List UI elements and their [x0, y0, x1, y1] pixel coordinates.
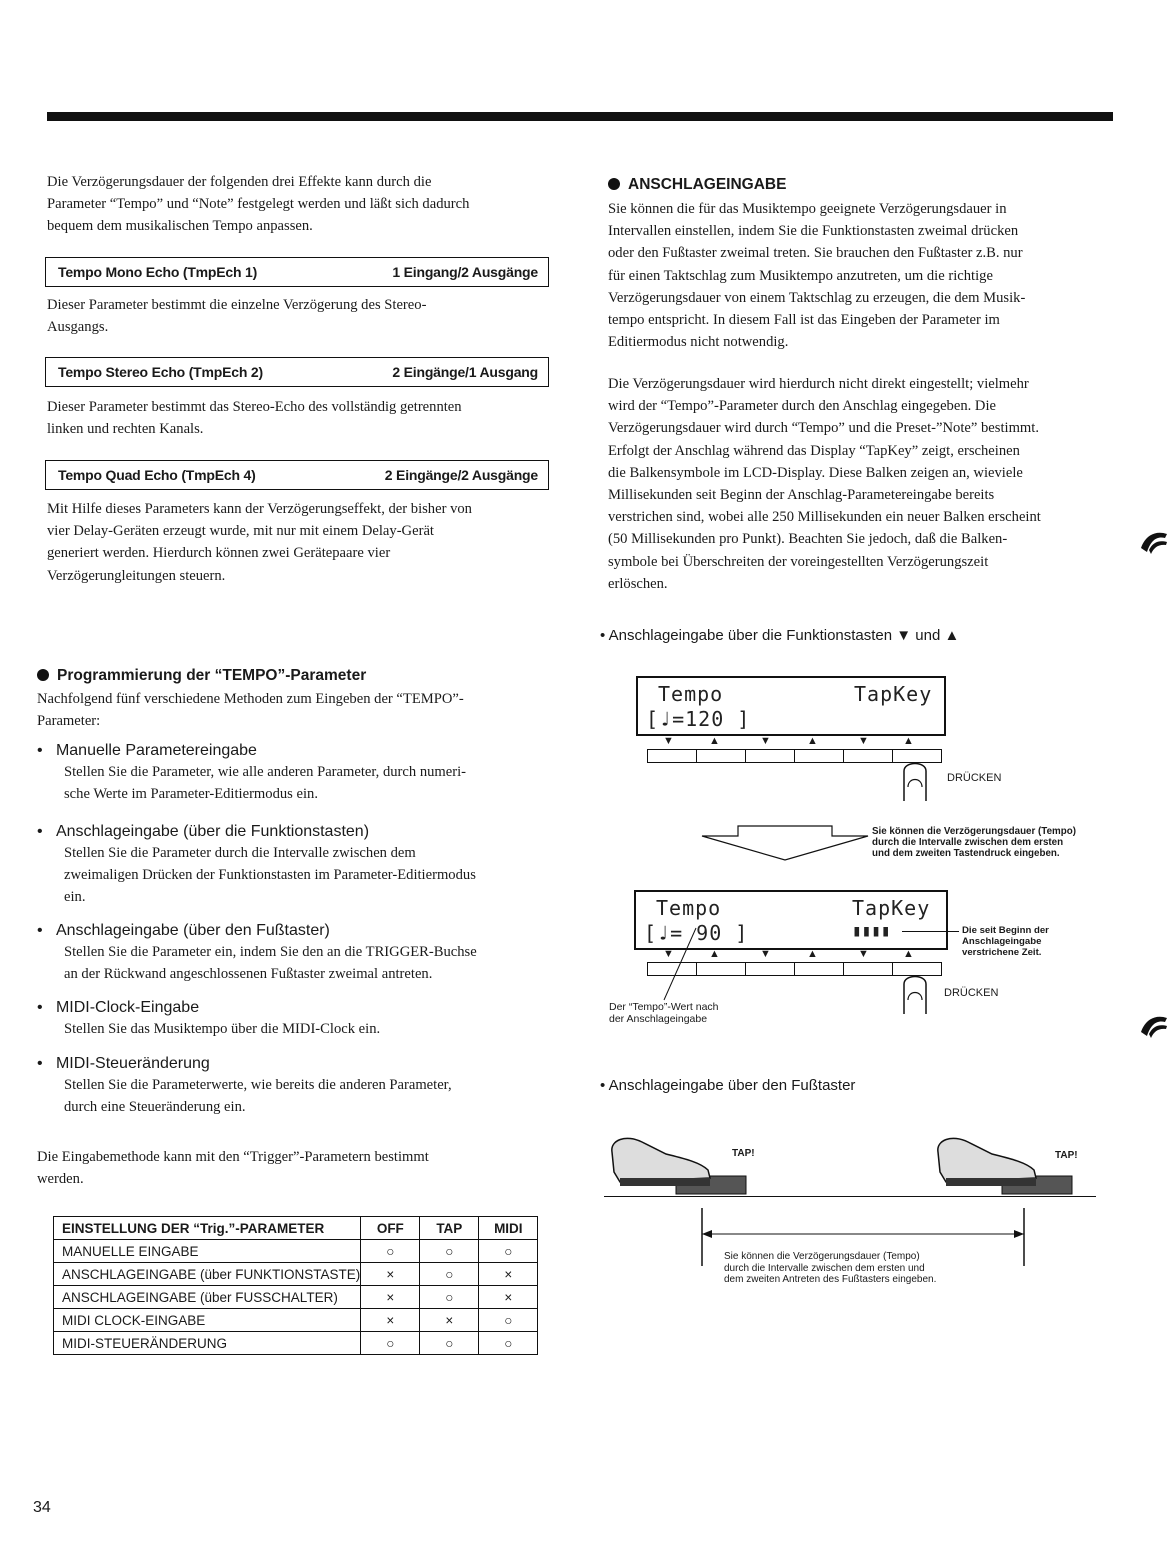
function-key-arrows [663, 735, 923, 749]
lcd-display-before [636, 676, 946, 736]
method-text: Stellen Sie die Parameter ein, indem Sie den an die TRIGGER-Buchse an der Rückwand angeschlossenen Fußtaster zweimal antreten. [64, 944, 477, 983]
table-row: MIDI-STEUERÄNDERUNG ○ ○ ○ [54, 1332, 538, 1355]
prog-intro [37, 688, 567, 732]
text-line: Parameter “Tempo” und “Note” festgelegt werden und läßt sich dadurch [47, 196, 470, 213]
arrow-up-icon: ▲ [709, 735, 720, 747]
text-line: Die Verzögerungsdauer der folgenden drei Effekte kann durch die [47, 174, 432, 190]
arrow-up-icon: ▲ [807, 948, 818, 960]
text-line: Parameter: [37, 713, 101, 730]
method-midi-clock [37, 999, 567, 1040]
intro-paragraph [47, 171, 567, 238]
prog-heading [37, 667, 366, 685]
param-io: 2 Eingänge/2 Ausgänge [384, 467, 538, 483]
foot-on-pedal-icon [932, 1132, 1074, 1196]
param-desc-tmpech1 [47, 294, 567, 338]
function-key[interactable] [746, 963, 795, 975]
method-manual [37, 742, 567, 805]
tempo-note: Der “Tempo”-Wert nach der Anschlageingabe [609, 1001, 719, 1025]
text-line: Verzögerungleitungen steuern. [47, 567, 226, 584]
function-key-arrows [663, 948, 923, 962]
tap-label: TAP! [732, 1148, 755, 1159]
text-line: bequem dem musikalischen Tempo anpassen. [47, 218, 313, 235]
arrow-note: Sie können die Verzögerungsdauer (Tempo) durch die Intervalle zwischen dem ersten und dem zweiten Tastendruck eingeben. [872, 826, 1076, 859]
floor-line [604, 1196, 1096, 1197]
param-name: Tempo Stereo Echo (TmpEch 2) [58, 364, 263, 380]
text-line: generiert werden. Hierdurch können zwei Gerätepaare vier [47, 545, 391, 562]
text-line: linken und rechten Kanals. [47, 421, 204, 438]
anschlag-para2: Die Verzögerungsdauer wird hierdurch nicht direkt eingestellt; vielmehr wird der “Tempo”-Parameter durch den Anschlag eingegeben. Die Verzögerungsdauer wird durch “Tempo” und die Preset-”Note” bestimmt. Erfolgt der Anschlag während das Display “TapKey” zeigt, erscheinen die Balkensymbole im LCD-Display. Diese Balken zeigen an, wieviele Millisekunden seit Beginn der Anschlag-Parametereingabe bereits verstrichen sind, wobei alle 250 Millisekunden ein neuer Balken erscheint (50 Millisekunden pro Punkt). Beachten Sie jedoch, daß die Balken- symbole bei Überschreiten der voreingestellten Verzögerungszeit erlöschen. [608, 376, 1041, 592]
arrow-up-icon: ▲ [709, 948, 720, 960]
method-title: • MIDI-Steueränderung [37, 1055, 210, 1072]
param-io: 1 Eingang/2 Ausgänge [392, 264, 538, 280]
method-tap-keys [37, 823, 567, 909]
anschlag-heading-text: ANSCHLAGEINGABE [628, 176, 787, 193]
bars-note: Die seit Beginn der Anschlageingabe verstrichene Zeit. [962, 925, 1049, 958]
param-box-tmpech2 [45, 357, 549, 387]
param-box-tmpech1 [45, 257, 549, 287]
param-io: 2 Eingänge/1 Ausgang [392, 364, 538, 380]
table-header: OFF [361, 1217, 420, 1240]
bullet-dot-icon [608, 178, 620, 190]
margin-thumb-mark-icon [1139, 528, 1169, 556]
method-text: Stellen Sie das Musiktempo über die MIDI-Clock ein. [64, 1021, 381, 1037]
prog-heading-text: Programmierung der “TEMPO”-Parameter [57, 667, 367, 684]
arrow-down-icon: ▼ [663, 948, 674, 960]
callout-line [660, 926, 700, 1002]
callout-line [902, 931, 959, 932]
function-key[interactable] [844, 750, 893, 762]
trigger-note: Die Eingabemethode kann mit den “Trigger”-Parametern bestimmt werden. [37, 1149, 429, 1188]
table-header: MIDI [479, 1217, 538, 1240]
press-label: DRÜCKEN [944, 987, 999, 999]
arrow-down-icon: ▼ [760, 735, 771, 747]
text-line: Ausgangs. [47, 319, 109, 336]
finger-press-icon [896, 757, 936, 803]
lcd-text: [♩=120 ] [646, 707, 751, 731]
param-name: Tempo Quad Echo (TmpEch 4) [58, 467, 256, 483]
subheading-footswitch: • Anschlageingabe über den Fußtaster [600, 1077, 856, 1094]
function-key[interactable] [746, 750, 795, 762]
method-title: • MIDI-Clock-Eingabe [37, 999, 200, 1016]
subheading-function-keys: • Anschlageingabe über die Funktionstasten ▼ und ▲ [600, 627, 960, 644]
method-midi-control [37, 1055, 567, 1118]
lcd-text: Tempo [656, 896, 722, 920]
top-rule [47, 112, 1113, 121]
lcd-text: Tempo [658, 682, 724, 706]
text-line: Nachfolgend fünf verschiedene Methoden zum Eingeben der “TEMPO”- [37, 691, 464, 707]
function-key[interactable] [795, 750, 844, 762]
function-key[interactable] [697, 750, 746, 762]
arrow-up-icon: ▲ [807, 735, 818, 747]
method-text: Stellen Sie die Parameter durch die Intervalle zwischen dem zweimaligen Drücken der Funktionstasten im Parameter-Editiermodus ein. [64, 845, 476, 906]
finger-press-icon [896, 970, 936, 1016]
table-row: MANUELLE EINGABE ○ ○ ○ [54, 1240, 538, 1263]
lcd-bars: ▮▮▮▮ [852, 921, 891, 940]
table-header-row [54, 1217, 538, 1240]
param-desc-tmpech2 [47, 396, 567, 440]
method-text: Stellen Sie die Parameterwerte, wie bereits die anderen Parameter, durch eine Steueränderung ein. [64, 1077, 452, 1116]
anschlag-para1: Sie können die für das Musiktempo geeignete Verzögerungsdauer in Intervallen einstellen, indem Sie die Funktionstasten zweimal drücken oder den Fußtaster zweimal treten. Sie brauchen den Fußtaster z.B. nur für einen Taktschlag zum Musiktempo anzutreten, um die richtige Verzögerungsdauer von einem Taktschlag zu erzeugen, die dem Musik- tempo entspricht. In diesem Fall ist das Eingeben der Parameter im Editiermodus nicht notwendig. [608, 201, 1026, 351]
table-header: EINSTELLUNG DER “Trig.”-PARAMETER [54, 1217, 361, 1240]
text-line: Dieser Parameter bestimmt das Stereo-Echo des vollständig getrennten [47, 399, 462, 415]
lcd-text: TapKey [854, 682, 933, 706]
tap-label: TAP! [1055, 1150, 1078, 1161]
page-number: 34 [33, 1499, 51, 1516]
function-key[interactable] [795, 963, 844, 975]
table-header: TAP [420, 1217, 479, 1240]
text-line: vier Delay-Geräten erzeugt wurde, mit nur mit einem Delay-Gerät [47, 523, 434, 540]
arrow-down-icon: ▼ [760, 948, 771, 960]
method-tap-foot [37, 922, 567, 985]
press-label: DRÜCKEN [947, 772, 1002, 784]
param-box-tmpech4 [45, 460, 549, 490]
lcd-text: TapKey [852, 896, 931, 920]
foot-on-pedal-icon [606, 1132, 748, 1196]
arrow-down-icon: ▼ [858, 735, 869, 747]
arrow-up-icon: ▲ [903, 735, 914, 747]
down-arrow-icon [700, 822, 870, 862]
function-key[interactable] [648, 750, 697, 762]
param-name: Tempo Mono Echo (TmpEch 1) [58, 264, 258, 280]
function-key[interactable] [697, 963, 746, 975]
arrow-down-icon: ▼ [858, 948, 869, 960]
foot-note: Sie können die Verzögerungsdauer (Tempo) durch die Intervalle zwischen dem ersten und dem zweiten Antreten des Fußtasters eingeben. [724, 1251, 937, 1285]
method-title: • Anschlageingabe (über die Funktionstasten) [37, 823, 370, 840]
anschlag-heading [608, 176, 786, 194]
method-title: • Anschlageingabe (über den Fußtaster) [37, 922, 330, 939]
text-line: Mit Hilfe dieses Parameters kann der Verzögerungseffekt, der bisher von [47, 501, 472, 517]
method-text: Stellen Sie die Parameter, wie alle anderen Parameter, durch numeri- sche Werte im Parameter-Editiermodus ein. [64, 764, 467, 803]
arrow-up-icon: ▲ [903, 948, 914, 960]
method-title: • Manuelle Parametereingabe [37, 742, 257, 759]
bullet-dot-icon [37, 669, 49, 681]
table-row: ANSCHLAGEINGABE (über FUNKTIONSTASTE) × ○ × [54, 1263, 538, 1286]
margin-thumb-mark-icon [1139, 1012, 1169, 1040]
lcd-text: [♩= 90 ] [644, 921, 749, 945]
param-desc-tmpech4 [47, 498, 567, 587]
trigger-parameter-table [53, 1216, 538, 1355]
arrow-down-icon: ▼ [663, 735, 674, 747]
function-key[interactable] [844, 963, 893, 975]
table-row: ANSCHLAGEINGABE (über FUSSCHALTER) × ○ × [54, 1286, 538, 1309]
text-line: Dieser Parameter bestimmt die einzelne Verzögerung des Stereo- [47, 297, 427, 313]
table-row: MIDI CLOCK-EINGABE × × ○ [54, 1309, 538, 1332]
